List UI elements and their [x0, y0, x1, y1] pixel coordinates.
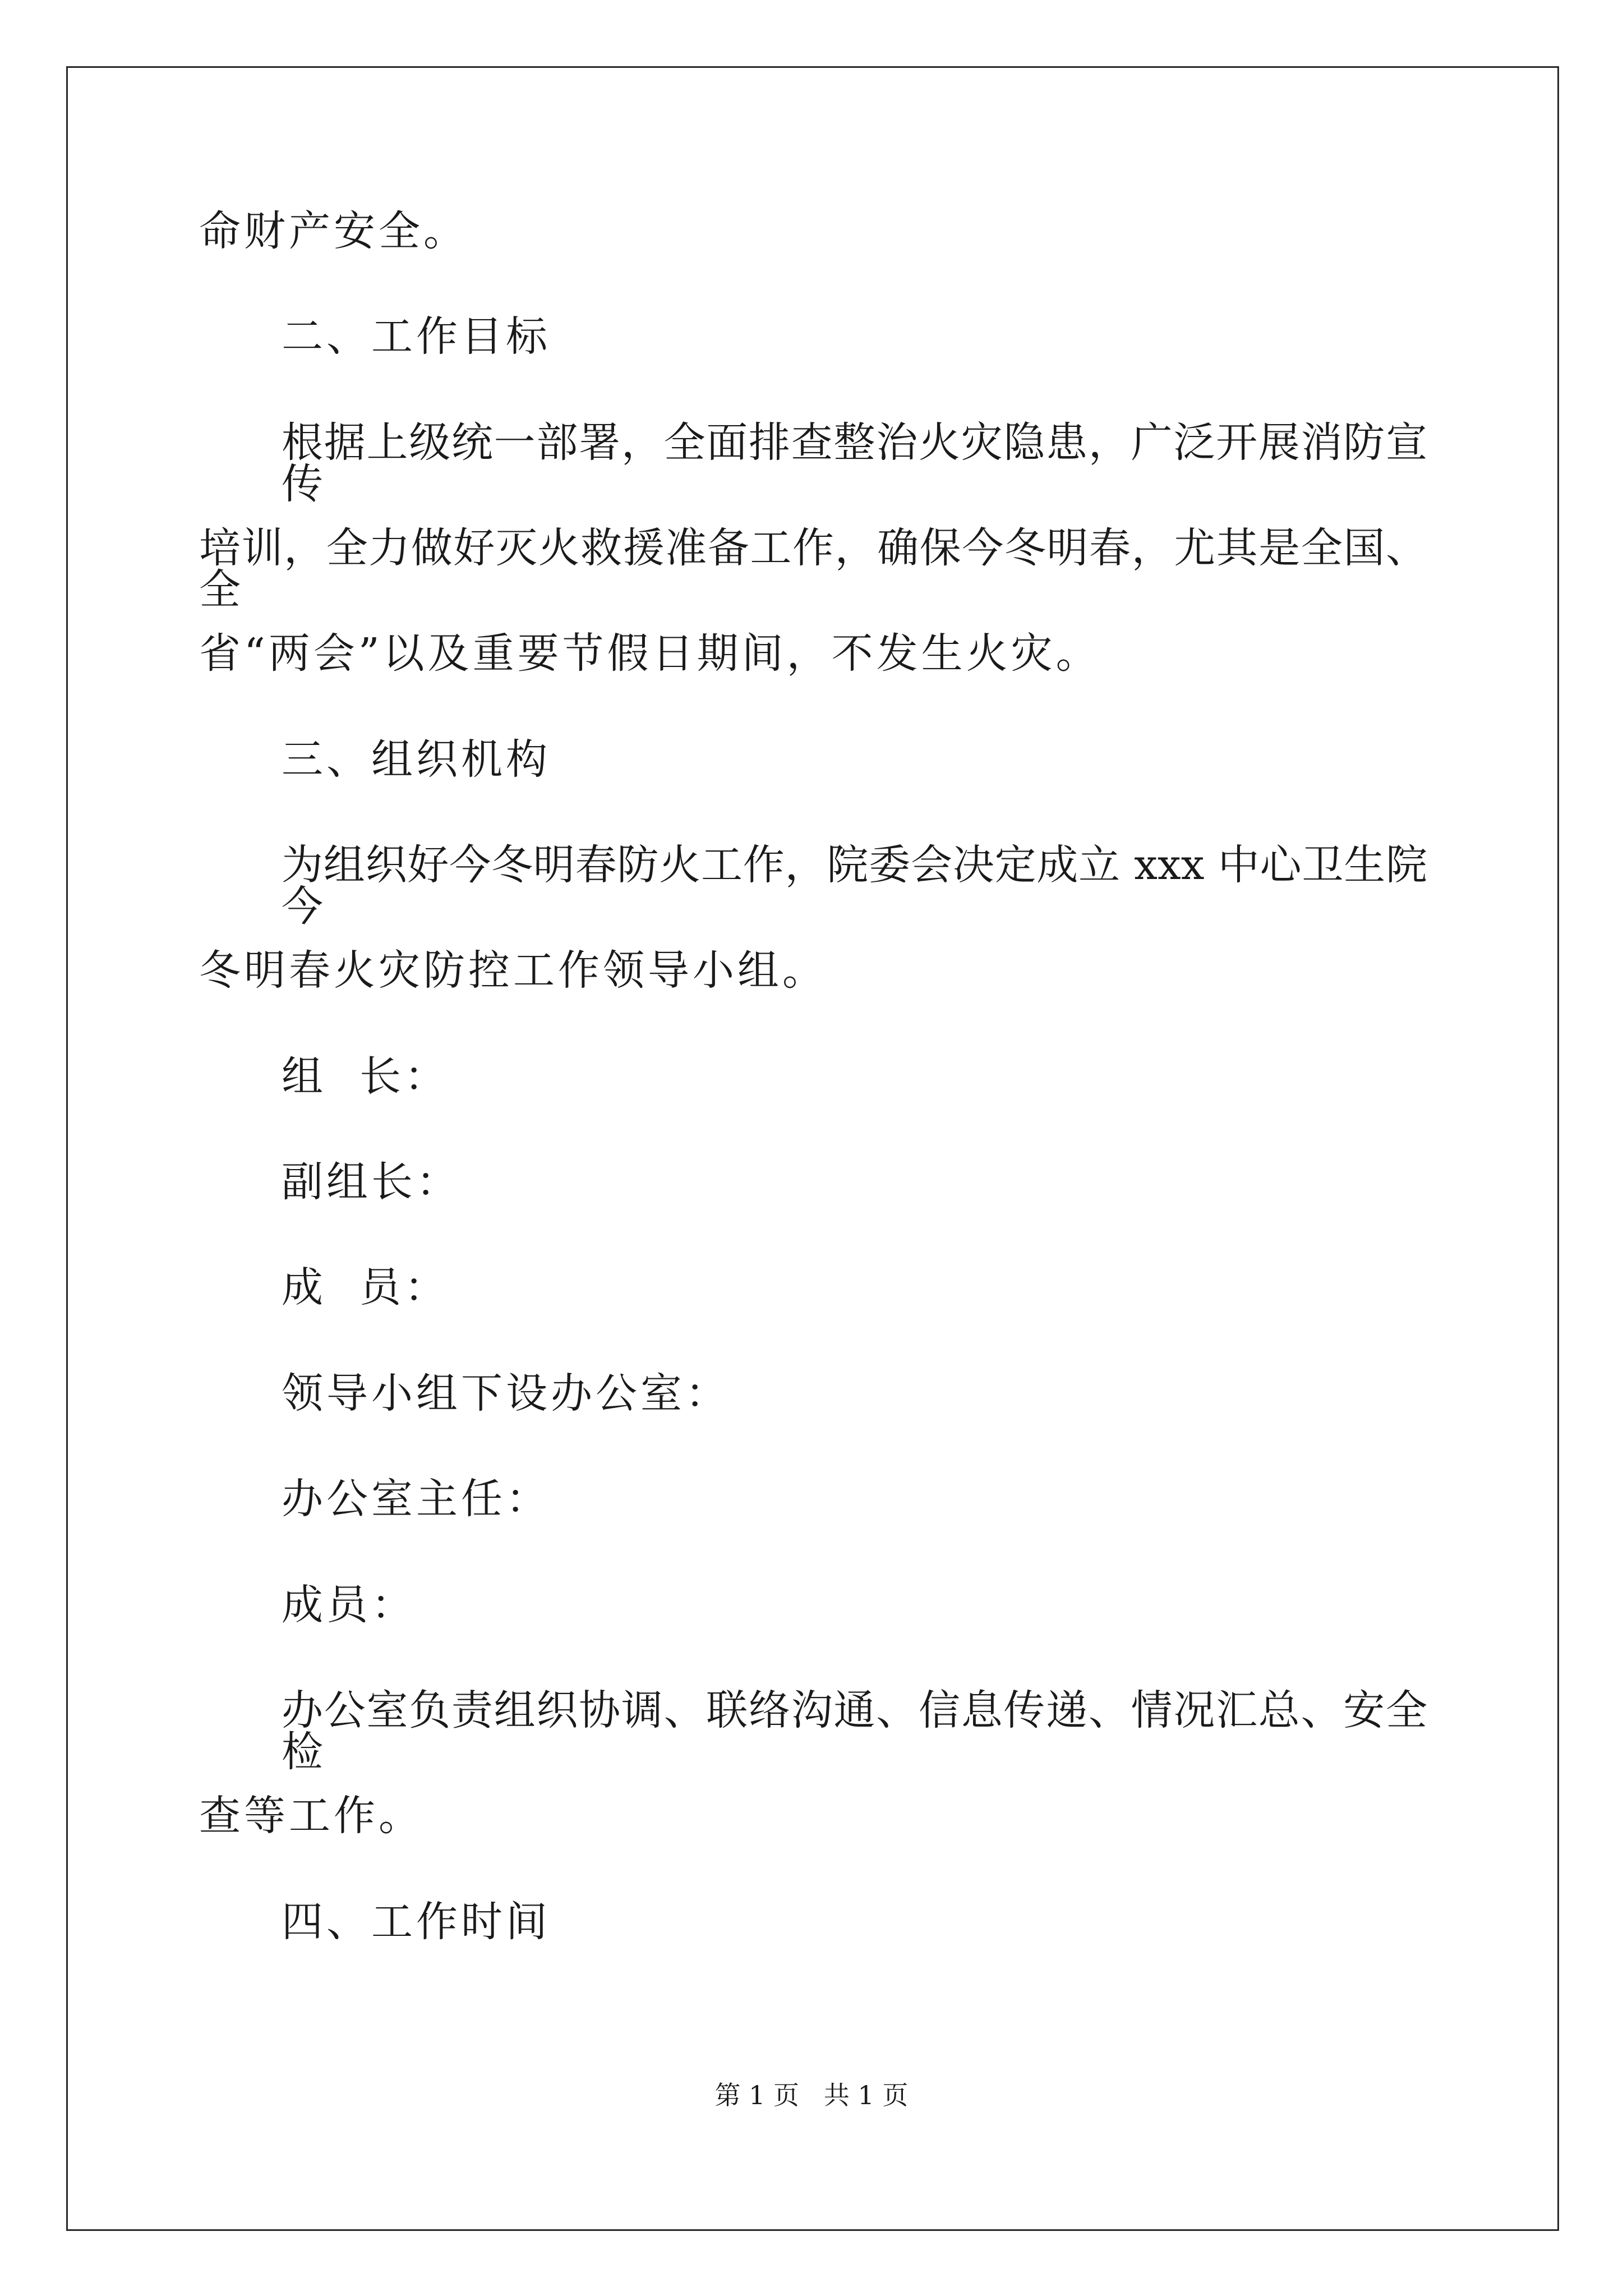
role-leader: 组 长： [282, 1052, 450, 1101]
paragraph-line: 省“两会”以及重要节假日期间，不发生火灾。 [199, 629, 1101, 678]
role-members: 成 员： [282, 1263, 450, 1312]
section-heading-schedule: 四、工作时间 [282, 1898, 551, 1946]
section-heading-organization: 三、组织机构 [282, 735, 551, 784]
paragraph-line: 查等工作。 [199, 1792, 423, 1840]
role-deputy-leader: 副组长： [282, 1158, 461, 1206]
paragraph-line: 根据上级统一部署，全面排查整治火灾隐患，广泛开展消防宣传 [282, 418, 1427, 508]
section-heading-goals: 二、工作目标 [282, 312, 551, 361]
paragraph-line: 为组织好今冬明春防火工作，院委会决定成立 xxx 中心卫生院今 [282, 841, 1427, 931]
paragraph-line: 办公室负责组织协调、联络沟通、信息传递、情况汇总、安全检 [282, 1686, 1427, 1776]
role-office-members: 成员： [282, 1581, 416, 1629]
paragraph-line: 冬明春火灾防控工作领导小组。 [199, 946, 827, 995]
paragraph-line: 命财产安全。 [199, 207, 468, 255]
role-office-director: 办公室主任： [282, 1475, 551, 1523]
office-intro: 领导小组下设办公室： [282, 1369, 730, 1418]
page-number-footer: 第 1 页 共 1 页 [714, 2080, 909, 2110]
paragraph-line: 培训，全力做好灭火救援准备工作，确保今冬明春，尤其是全国、全 [199, 524, 1427, 614]
